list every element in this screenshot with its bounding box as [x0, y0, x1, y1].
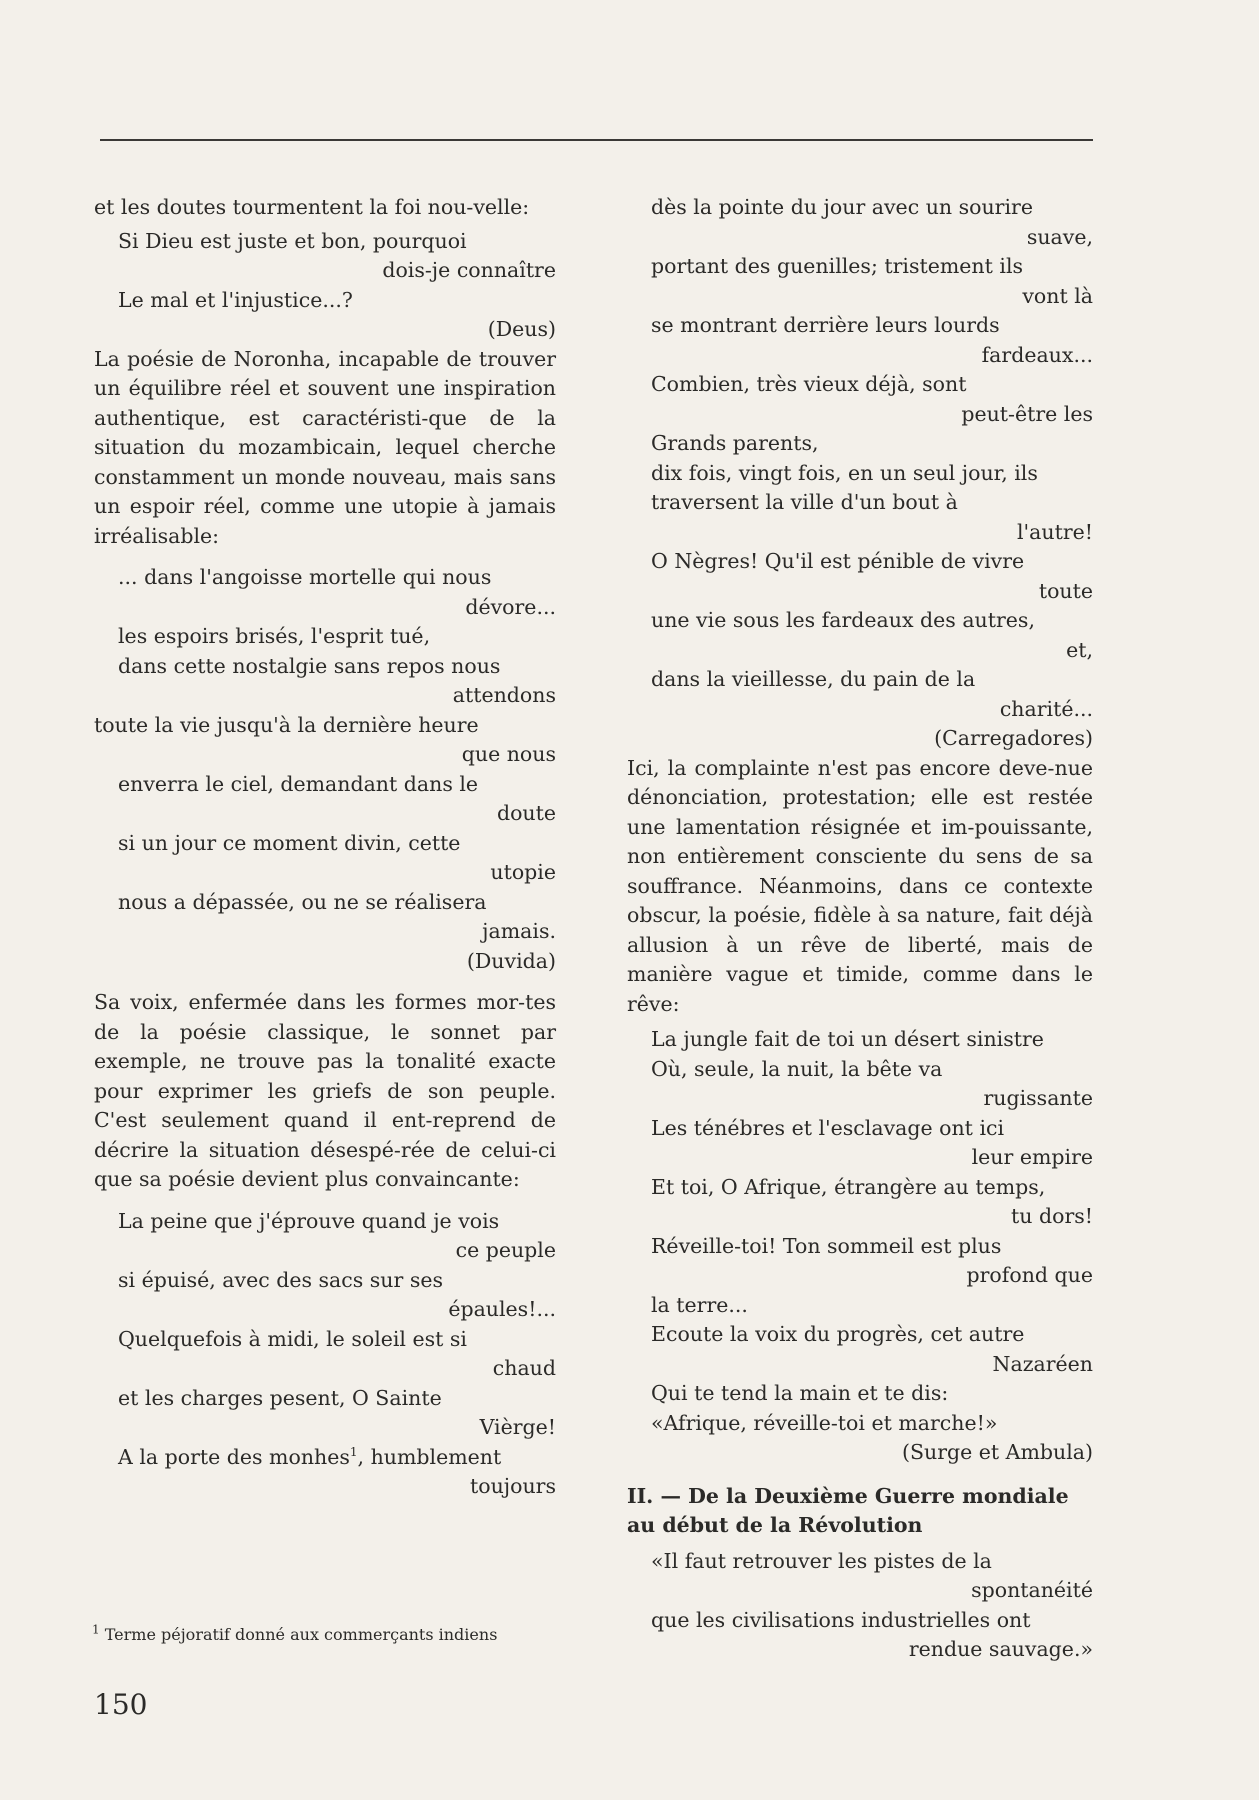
- verse-line: charité...: [999, 696, 1093, 721]
- paragraph: Ici, la complainte n'est pas encore deve-nue dénonciation, protestation; elle est restée une lamentation résignée et im-pouissante, non entièrement consciente du sens de sa souffrance. Néanmoins, dans ce contexte obscur, la poésie, fidèle à sa nature, fait déjà allusion à un rêve de liberté, mais de manière vague et timide, comme dans le rêve:: [627, 755, 1093, 1016]
- poem-source: (Deus): [487, 317, 556, 341]
- verse-line: dès la pointe du jour avec un sourire: [651, 195, 1033, 219]
- verse-line: et,: [1066, 637, 1093, 662]
- verse-line: si épuisé, avec des sacs sur ses: [118, 1267, 443, 1292]
- verse-line: suave,: [1026, 224, 1093, 249]
- verse-block: [94, 1207, 556, 1443]
- poem-source: (Duvida): [466, 948, 556, 973]
- verse-block: [94, 563, 556, 947]
- verse-line: l'autre!: [1016, 519, 1093, 544]
- verse-line: dois-je connaître: [382, 258, 556, 282]
- footnote-marker: 1: [92, 1622, 100, 1637]
- verse-line: enverra le ciel, demandant dans le: [118, 771, 479, 796]
- verse-line: «Afrique, réveille-toi et marche!»: [651, 1410, 998, 1435]
- verse-line: la terre...: [651, 1292, 748, 1317]
- verse-text: A la porte des monhes: [118, 1444, 350, 1469]
- paragraph: La poésie de Noronha, incapable de trouver un équilibre réel et souvent une inspiration authentique, est caractéristi-que de la situation du mozambicain, lequel cherche constamment un monde nouveau, mais sans un espoir réel, comme une utopie à jamais irréalisable:: [94, 346, 556, 548]
- verse-line: Réveille-toi! Ton sommeil est plus: [651, 1233, 1002, 1258]
- header-rule: [100, 139, 1093, 141]
- verse-block: [627, 1547, 1093, 1665]
- verse-line: Combien, très vieux déjà, sont: [651, 372, 967, 396]
- verse-line: profond que: [966, 1263, 1093, 1287]
- verse-line: spontanéité: [971, 1578, 1093, 1602]
- verse-line: Nazaréen: [992, 1351, 1093, 1376]
- verse-line: fardeaux...: [981, 342, 1093, 367]
- right-column: [627, 193, 1093, 1665]
- verse-line: traversent la ville d'un bout à: [651, 490, 958, 514]
- verse-line: dévore...: [465, 594, 556, 619]
- verse-line: les espoirs brisés, l'esprit tué,: [118, 624, 431, 648]
- verse-line: peut-être les: [961, 401, 1093, 426]
- verse-line: chaud: [492, 1356, 556, 1380]
- verse-line: Quelquefois à midi, le soleil est si: [118, 1326, 467, 1351]
- verse-line: se montrant derrière leurs lourds: [651, 313, 1000, 337]
- verse-line: leur empire: [971, 1145, 1093, 1169]
- verse-line: La jungle fait de toi un désert sinistre: [651, 1027, 1044, 1051]
- verse-block: [627, 193, 1093, 724]
- verse-line: vont là: [1022, 283, 1093, 308]
- verse-line: rendue sauvage.»: [908, 1637, 1093, 1661]
- footnote-text: Terme péjoratif donné aux commerçants indiens: [104, 1625, 498, 1644]
- page-number: 150: [94, 1688, 148, 1721]
- verse-block: [627, 1025, 1093, 1438]
- verse-line: utopie: [490, 860, 556, 884]
- verse-line: Qui te tend la main et te dis:: [651, 1381, 949, 1405]
- verse-line: O Nègres! Qu'il est pénible de vivre: [651, 549, 1025, 573]
- verse-line: Où, seule, la nuit, la bête va: [651, 1056, 943, 1081]
- verse-line: doute: [496, 801, 556, 825]
- verse-line: et les charges pesent, O Sainte: [118, 1385, 442, 1410]
- section-heading: [627, 1482, 1093, 1541]
- verse-line: si un jour ce moment divin, cette: [118, 830, 461, 855]
- verse-line: que nous: [461, 742, 556, 766]
- verse-line: portant des guenilles; tristement ils: [651, 254, 1024, 278]
- verse-block: [94, 227, 556, 316]
- verse-line: jamais.: [482, 919, 556, 943]
- left-column: [94, 193, 556, 1502]
- verse-line: «Il faut retrouver les pistes de la: [651, 1548, 992, 1573]
- verse-line: toujours: [469, 1474, 556, 1498]
- verse-line: rugissante: [983, 1086, 1093, 1110]
- verse-line: ce peuple: [455, 1238, 556, 1262]
- verse-line: [94, 1443, 556, 1473]
- verse-line: dix fois, vingt fois, en un seul jour, ils: [651, 460, 1038, 485]
- poem-source: (Surge et Ambula): [901, 1440, 1093, 1464]
- verse-line: dans la vieillesse, du pain de la: [651, 667, 976, 691]
- heading-line: au début de la Révolution: [627, 1513, 923, 1537]
- footnote-ref: 1: [349, 1444, 358, 1459]
- verse-line: Ecoute la voix du progrès, cet autre: [651, 1322, 1025, 1346]
- paragraph: Sa voix, enfermée dans les formes mor-tes de la poésie classique, le sonnet par exemple, ne trouve pas la tonalité exacte pour exprimer les griefs de son peuple. C'est seulement quand il ent-reprend de décrire la situation désespé-rée de celui-ci que sa poésie devient plus convaincante:: [94, 990, 556, 1191]
- poem-source: (Carregadores): [934, 726, 1093, 750]
- verse-line: ... dans l'angoisse mortelle qui nous: [118, 565, 492, 589]
- verse-line: Grands parents,: [651, 431, 819, 455]
- verse-text: , humblement: [357, 1444, 502, 1469]
- paragraph: et les doutes tourmentent la foi nou-velle:: [94, 195, 530, 219]
- verse-line: Le mal et l'injustice...?: [118, 287, 353, 312]
- verse-line: une vie sous les fardeaux des autres,: [651, 608, 1035, 632]
- verse-line: Si Dieu est juste et bon, pourquoi: [118, 228, 467, 253]
- verse-line: toute la vie jusqu'à la dernière heure: [94, 712, 479, 737]
- verse-line: attendons: [452, 683, 556, 707]
- verse-line: épaules!...: [448, 1297, 556, 1321]
- verse-line: toute: [1038, 578, 1093, 603]
- verse-line: La peine que j'éprouve quand je vois: [118, 1208, 500, 1233]
- verse-line: Vièrge!: [479, 1415, 556, 1439]
- verse-line: Les ténébres et l'esclavage ont ici: [651, 1115, 1005, 1140]
- verse-line: Et toi, O Afrique, étrangère au temps,: [651, 1174, 1046, 1199]
- verse-line: nous a dépassée, ou ne se réalisera: [118, 889, 487, 914]
- verse-line: dans cette nostalgie sans repos nous: [118, 653, 501, 678]
- verse-line: tu dors!: [1011, 1204, 1093, 1228]
- heading-line: II. — De la Deuxième Guerre mondiale: [627, 1483, 1069, 1508]
- verse-line: que les civilisations industrielles ont: [651, 1607, 1031, 1632]
- footnote: [92, 1622, 556, 1644]
